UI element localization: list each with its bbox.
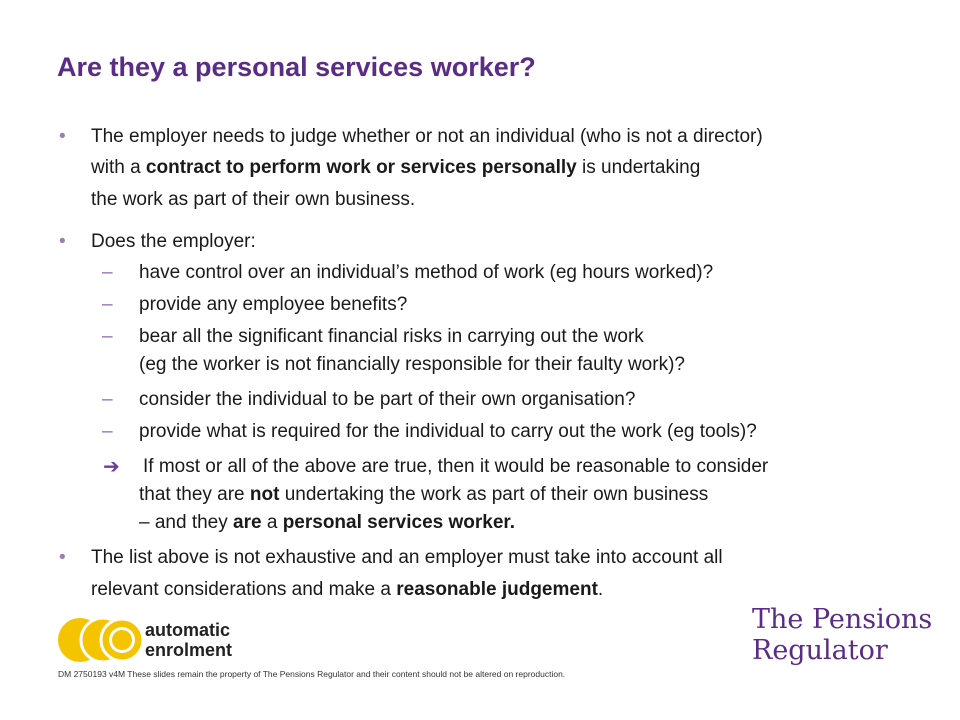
ae-circles-icon [58,618,143,662]
dash-marker: – [102,294,113,315]
sub-item-benefits: provide any employee benefits? [139,294,408,315]
tpr-logo-line-2: Regulator [752,635,888,666]
conclusion-line-2: that they are not undertaking the work as part of their own business [139,484,709,505]
dash-marker: – [102,326,113,347]
conclusion-line-1: If most or all of the above are true, then it would be reasonable to consider [143,456,769,477]
sub-item-organisation: consider the individual to be part of their own organisation? [139,389,636,410]
ae-logo-line-1: automatic [145,620,231,640]
dash-marker: – [102,262,113,283]
ae-logo-line-2: enrolment [145,640,233,660]
sub-item-tools: provide what is required for the individual to carry out the work (eg tools)? [139,421,757,442]
slide-title: Are they a personal services worker? [57,52,536,82]
bullet-2-intro: Does the employer: [91,231,256,252]
bullet-1-line-1: The employer needs to judge whether or not an individual (who is not a director) [91,126,763,147]
bullet-marker: • [59,126,66,147]
pensions-regulator-logo [752,604,932,666]
bullet-3-line-1: The list above is not exhaustive and an employer must take into account all [91,547,723,568]
footer-disclaimer: DM 2750193 v4M These slides remain the property of The Pensions Regulator and their content should not be altered on reproduction. [58,669,566,679]
bullet-1-line-3: the work as part of their own business. [91,189,416,210]
bullet-3-line-2: relevant considerations and make a reasonable judgement. [91,579,604,600]
sub-item-control: have control over an individual’s method of work (eg hours worked)? [139,262,714,283]
dash-marker: – [102,389,113,410]
bullet-1-line-2: with a contract to perform work or services personally is undertaking [91,157,701,178]
conclusion-line-3: – and they are a personal services worker. [139,512,516,533]
bold-phrase: contract to perform work or services personally [145,157,577,178]
sub-item-risks-line-2: (eg the worker is not financially responsible for their faulty work)? [139,354,685,375]
sub-item-risks-line-1: bear all the significant financial risks in carrying out the work [139,326,644,347]
arrow-right-icon: ➔ [103,456,120,478]
dash-marker: – [102,421,113,442]
bullet-marker: • [59,231,66,252]
automatic-enrolment-logo [56,615,256,665]
bullet-marker: • [59,547,66,568]
tpr-logo-line-1: The Pensions [752,604,933,635]
